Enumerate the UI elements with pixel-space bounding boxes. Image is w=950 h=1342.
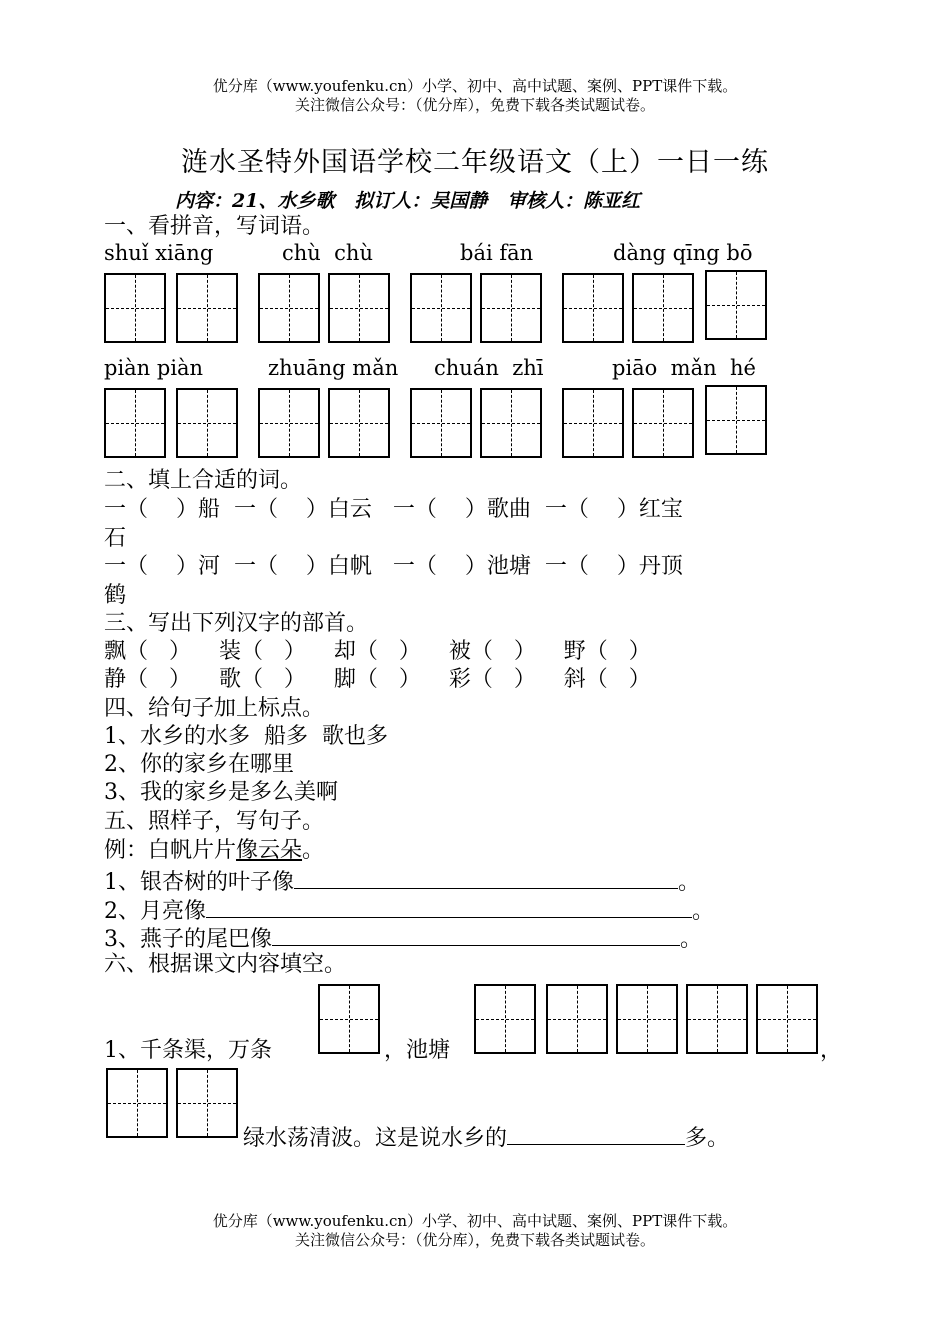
writing-grid[interactable] [546, 984, 608, 1054]
writing-grid[interactable] [176, 273, 238, 343]
fill-line: 鹤 [104, 583, 127, 608]
example-underlined: 像云朵 [236, 838, 303, 863]
example-end: 。 [302, 838, 325, 863]
example-text: 例：白帆片片 [104, 838, 237, 863]
answer-blank[interactable] [206, 895, 692, 918]
meta-line: 内容：21、水乡歌 拟订人：吴国静 审核人：陈亚红 [175, 190, 641, 212]
section-2-heading: 二、填上合适的词。 [104, 468, 303, 493]
period: 。 [692, 899, 715, 924]
writing-grid[interactable] [705, 385, 767, 455]
pinyin: piàn piàn [104, 356, 204, 380]
writing-grid[interactable] [106, 1068, 168, 1138]
fill-text: 多。 [685, 1126, 730, 1151]
writing-grid[interactable] [328, 388, 390, 458]
writing-grid[interactable] [258, 388, 320, 458]
writing-grid[interactable] [410, 388, 472, 458]
writing-grid[interactable] [686, 984, 748, 1054]
pinyin: bái fān [460, 241, 534, 265]
writing-grid[interactable] [480, 388, 542, 458]
question-text: 1、银杏树的叶子像 [104, 870, 294, 895]
answer-blank[interactable] [294, 866, 678, 889]
writing-grid[interactable] [756, 984, 818, 1054]
section-3-heading: 三、写出下列汉字的部首。 [104, 611, 369, 636]
radical-line: 静（ ） 歌（ ） 脚（ ） 彩（ ） 斜（ ） [104, 667, 651, 692]
period: 。 [678, 870, 701, 895]
section-6-heading: 六、根据课文内容填空。 [104, 952, 347, 977]
section-1-heading: 一、看拼音，写词语。 [104, 214, 325, 239]
pinyin: chuán zhī [434, 356, 544, 380]
page-title: 涟水圣特外国语学校二年级语文（上）一日一练 [181, 147, 769, 178]
header-line-1: 优分库（www.youfenku.cn）小学、初中、高中试题、案例、PPT课件下载。 [212, 77, 738, 95]
fill-line [243, 1122, 729, 1152]
question-text: 3、燕子的尾巴像 [104, 927, 272, 952]
sentence-line: 1、水乡的水多 船多 歌也多 [104, 724, 388, 749]
writing-grid[interactable] [705, 270, 767, 340]
sentence-line: 2、你的家乡在哪里 [104, 752, 294, 777]
fill-line: 石 [104, 526, 127, 551]
pinyin: chù chù [282, 241, 373, 265]
pinyin: piāo mǎn hé [612, 356, 756, 380]
footer-line-1: 优分库（www.youfenku.cn）小学、初中、高中试题、案例、PPT课件下载。 [212, 1212, 738, 1230]
fill-text: ，池塘 [384, 1038, 451, 1063]
writing-grid[interactable] [328, 273, 390, 343]
fill-text: ， [820, 1038, 843, 1063]
sentence-line: 3、我的家乡是多么美啊 [104, 780, 338, 805]
writing-grid[interactable] [258, 273, 320, 343]
fill-text: 绿水荡清波。这是说水乡的 [243, 1126, 508, 1151]
question-line [104, 866, 700, 896]
pinyin: shuǐ xiāng [104, 241, 214, 265]
question-text: 2、月亮像 [104, 899, 206, 924]
pinyin: zhuāng mǎn [268, 356, 399, 380]
answer-blank[interactable] [507, 1122, 685, 1145]
example-line [104, 838, 324, 864]
fill-line: 一（ ）船 一（ ）白云 一（ ）歌曲 一（ ）红宝 [104, 497, 683, 522]
writing-grid[interactable] [410, 273, 472, 343]
writing-grid[interactable] [176, 388, 238, 458]
answer-blank[interactable] [272, 923, 680, 946]
fill-text: 1、千条渠，万条 [104, 1038, 272, 1063]
writing-grid[interactable] [104, 273, 166, 343]
writing-grid[interactable] [480, 273, 542, 343]
writing-grid[interactable] [474, 984, 536, 1054]
fill-line: 一（ ）河 一（ ）白帆 一（ ）池塘 一（ ）丹顶 [104, 554, 683, 579]
footer-line-2: 关注微信公众号：（优分库），免费下载各类试题试卷。 [294, 1231, 655, 1249]
section-4-heading: 四、给句子加上标点。 [104, 696, 325, 721]
writing-grid[interactable] [104, 388, 166, 458]
section-5-heading: 五、照样子，写句子。 [104, 809, 325, 834]
writing-grid[interactable] [562, 388, 624, 458]
writing-grid[interactable] [616, 984, 678, 1054]
period: 。 [680, 927, 703, 952]
writing-grid[interactable] [632, 388, 694, 458]
radical-line: 飘（ ） 装（ ） 却（ ） 被（ ） 野（ ） [104, 639, 651, 664]
writing-grid[interactable] [176, 1068, 238, 1138]
writing-grid[interactable] [632, 273, 694, 343]
writing-grid[interactable] [318, 984, 380, 1054]
writing-grid[interactable] [562, 273, 624, 343]
question-line [104, 895, 714, 925]
pinyin: dàng qīng bō [613, 241, 753, 265]
question-line [104, 923, 702, 953]
header-line-2: 关注微信公众号：（优分库），免费下载各类试题试卷。 [294, 96, 655, 114]
